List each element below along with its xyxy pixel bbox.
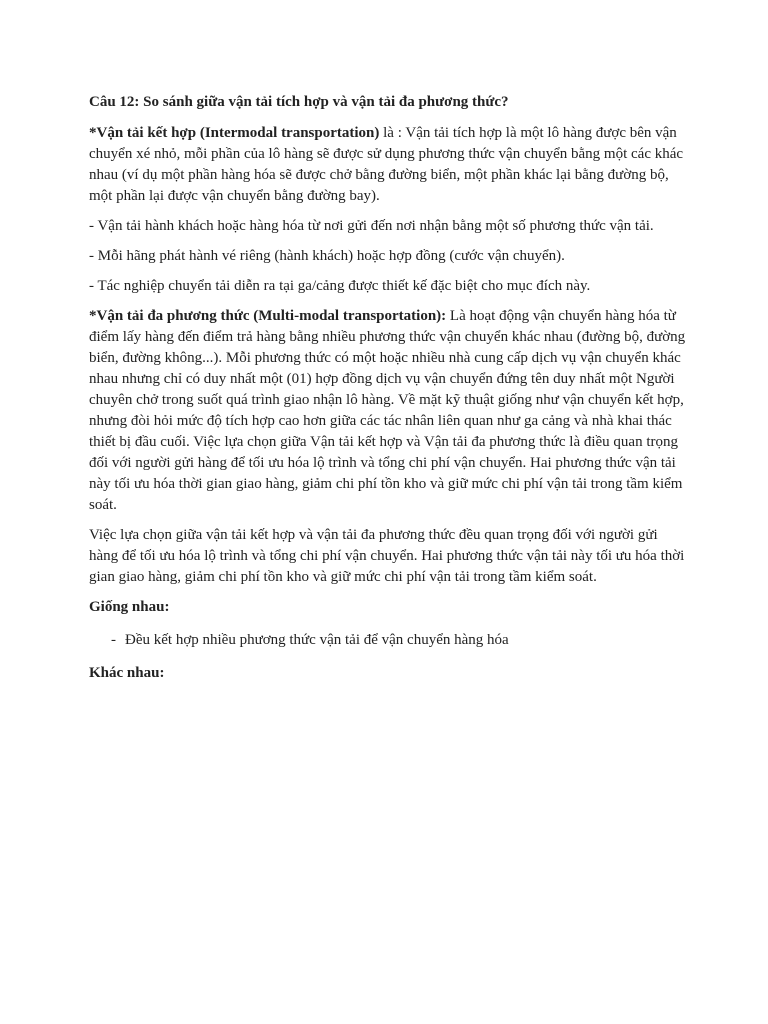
intermodal-paragraph (89, 123, 689, 207)
different-heading: Khác nhau: (89, 665, 165, 681)
similar-item-text: Đều kết hợp nhiều phương thức vận tải để vận chuyển hàng hóa (125, 632, 509, 648)
list-item (89, 630, 689, 651)
multimodal-text: Là hoạt động vận chuyển hàng hóa từ điểm lấy hàng đến điểm trả hàng bằng nhiều phương thức vận chuyển khác nhau (đường bộ, đường biển, đường không...). Mỗi phương thức có một hoặc nhiều nhà cung cấp dịch vụ vận chuyển khác nhau nhưng chỉ có duy nhất một (01) hợp đồng dịch vụ vận chuyển đứng tên duy nhất một Người chuyên chở trong suốt quá trình giao nhận lô hàng. Về mặt kỹ thuật giống như vận chuyển kết hợp, nhưng đòi hỏi mức độ tích hợp cao hơn giữa các tác nhân liên quan như ga cảng và nhà khai thác thiết bị đầu cuối. Việc lựa chọn giữa Vận tải kết hợp và Vận tải đa phương thức là điều quan trọng đối với người gửi hàng để tối ưu hóa lộ trình và tổng chi phí vận chuyển. Hai phương thức vận tải này tối ưu hóa thời gian giao hàng, giảm chi phí tồn kho và giữ mức chi phí vận tải trong tầm kiểm soát. (89, 308, 686, 513)
summary-paragraph: Việc lựa chọn giữa vận tải kết hợp và vận tải đa phương thức đều quan trọng đối với người gửi hàng để tối ưu hóa lộ trình và tổng chi phí vận chuyển. Hai phương thức vận tải này tối ưu hóa thời gian giao hàng, giảm chi phí tồn kho và giữ mức chi phí vận tải trong tầm kiểm soát. (89, 527, 685, 585)
similar-heading: Giống nhau: (89, 599, 170, 615)
multimodal-heading: *Vận tải đa phương thức (Multi-modal transportation): (89, 308, 447, 324)
intermodal-point: - Mỗi hãng phát hành vé riêng (hành khách) hoặc hợp đồng (cước vận chuyển). (89, 248, 565, 264)
intermodal-heading: *Vận tải kết hợp (Intermodal transportation) (89, 125, 380, 141)
intermodal-point: - Tác nghiệp chuyển tải diễn ra tại ga/cảng được thiết kế đặc biệt cho mục đích này. (89, 278, 591, 294)
multimodal-paragraph (89, 306, 689, 516)
intermodal-text: là : Vận tải tích hợp là một lô hàng được bên vận chuyển xé nhỏ, mỗi phần của lô hàng sẽ được sử dụng phương thức vận chuyển bằng một các khác nhau (ví dụ một phần hàng hóa sẽ được chở bằng đường biển, một phần khác lại bằng đường bộ, một phần lại được vận chuyển bằng đường bay). (89, 125, 684, 204)
bullet-mark: - (111, 632, 116, 648)
document-body (89, 92, 689, 696)
question-title: Câu 12: So sánh giữa vận tải tích hợp và vận tải đa phương thức? (89, 94, 509, 110)
intermodal-point: - Vận tải hành khách hoặc hàng hóa từ nơi gửi đến nơi nhận bằng một số phương thức vận tải. (89, 218, 654, 234)
